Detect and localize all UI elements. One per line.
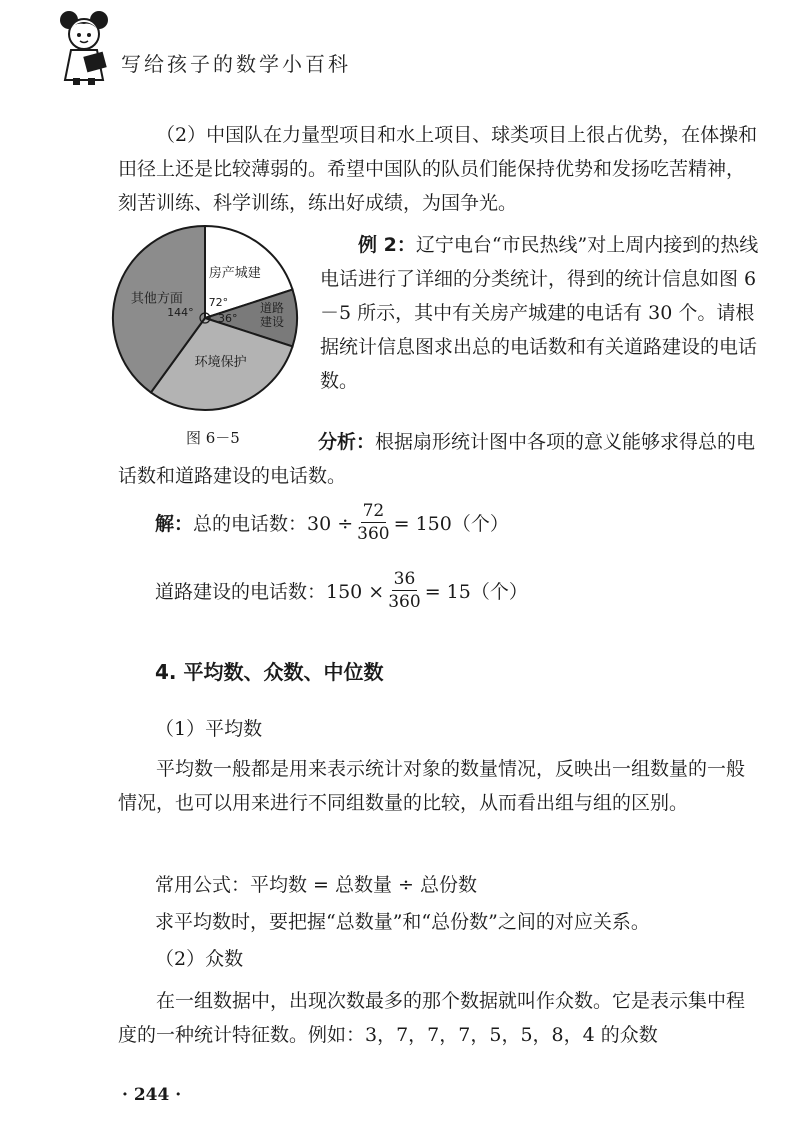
page-header — [55, 8, 455, 88]
girl-reading-illustration — [55, 8, 115, 86]
section-heading: 4. 平均数、众数、中位数 — [155, 660, 384, 684]
solution-2-prefix: 道路建设的电话数：150 × — [155, 581, 385, 603]
fraction-numerator: 72 — [362, 501, 385, 521]
solution-1-prefix: 总的电话数：30 ÷ — [193, 513, 354, 535]
analysis-text: 根据扇形统计图中各项的意义能够求得总的电话数和道路建设的电话数。 — [118, 431, 756, 487]
paragraph-mean: 平均数一般都是用来表示统计对象的数量情况，反映出一组数量的一般情况，也可以用来进行不同组数量的比较，从而看出组与组的区别。 — [118, 758, 746, 814]
fraction-denominator: 360 — [357, 524, 390, 544]
fraction-numerator: 36 — [393, 569, 416, 589]
fraction-72-360 — [357, 500, 389, 545]
example-2-label: 例 2： — [358, 234, 416, 256]
subsection-mean: （1）平均数 — [155, 718, 263, 740]
paragraph-hint: 求平均数时，要把握“总数量”和“总份数”之间的对应关系。 — [155, 911, 650, 933]
pie-angle-label-0: 72° — [208, 295, 229, 309]
example-2-text: 辽宁电台“市民热线”对上周内接到的热线电话进行了详细的分类统计，得到的统计信息如图 6－5 所示，其中有关房产城建的电话有 30 个。请根据统计信息图求出总的电话数和有关道路建设的电话数。 — [320, 234, 759, 392]
paragraph-conclusion: （2）中国队在力量型项目和水上项目、球类项目上很占优势，在体操和田径上还是比较薄弱的。希望中国队的队员们能保持优势和发扬吃苦精神，刻苦训练、科学训练，练出好成绩，为国争光。 — [118, 124, 758, 214]
fraction-36-360 — [388, 568, 420, 613]
pie-angle-label-1: 36° — [218, 312, 238, 325]
pie-angle-label-3: 144° — [167, 305, 194, 319]
figure-caption: 图 6－5 — [186, 429, 240, 447]
solution-line-1 — [155, 500, 509, 545]
analysis-label: 分析： — [318, 431, 376, 453]
solution-2-suffix: = 15（个） — [424, 581, 528, 603]
pie-chart — [110, 218, 310, 418]
analysis-paragraph — [118, 425, 758, 493]
pie-slice-label-2: 环境保护 — [194, 355, 247, 371]
solution-line-2 — [155, 568, 528, 613]
book-title: 写给孩子的数学小百科 — [121, 52, 351, 76]
solution-1-suffix: = 150（个） — [393, 513, 509, 535]
pie-slice-label-1: 道路建设 — [260, 301, 285, 329]
formula-line: 常用公式：平均数 = 总数量 ÷ 总份数 — [155, 874, 477, 896]
fraction-denominator: 360 — [388, 592, 421, 612]
example-2-paragraph — [320, 228, 760, 398]
solution-label: 解： — [155, 513, 194, 535]
page-number: · 244 · — [122, 1085, 182, 1105]
pie-chart-figure — [110, 218, 310, 418]
subsection-mode: （2）众数 — [155, 948, 244, 970]
paragraph-mode: 在一组数据中，出现次数最多的那个数据就叫作众数。它是表示集中程度的一种统计特征数。例如：3，7，7，7，5，5，8，4 的众数 — [118, 990, 746, 1046]
pie-slice-label-3: 其他方面 — [130, 291, 183, 307]
pie-slice-label-0: 房产城建 — [208, 266, 261, 282]
